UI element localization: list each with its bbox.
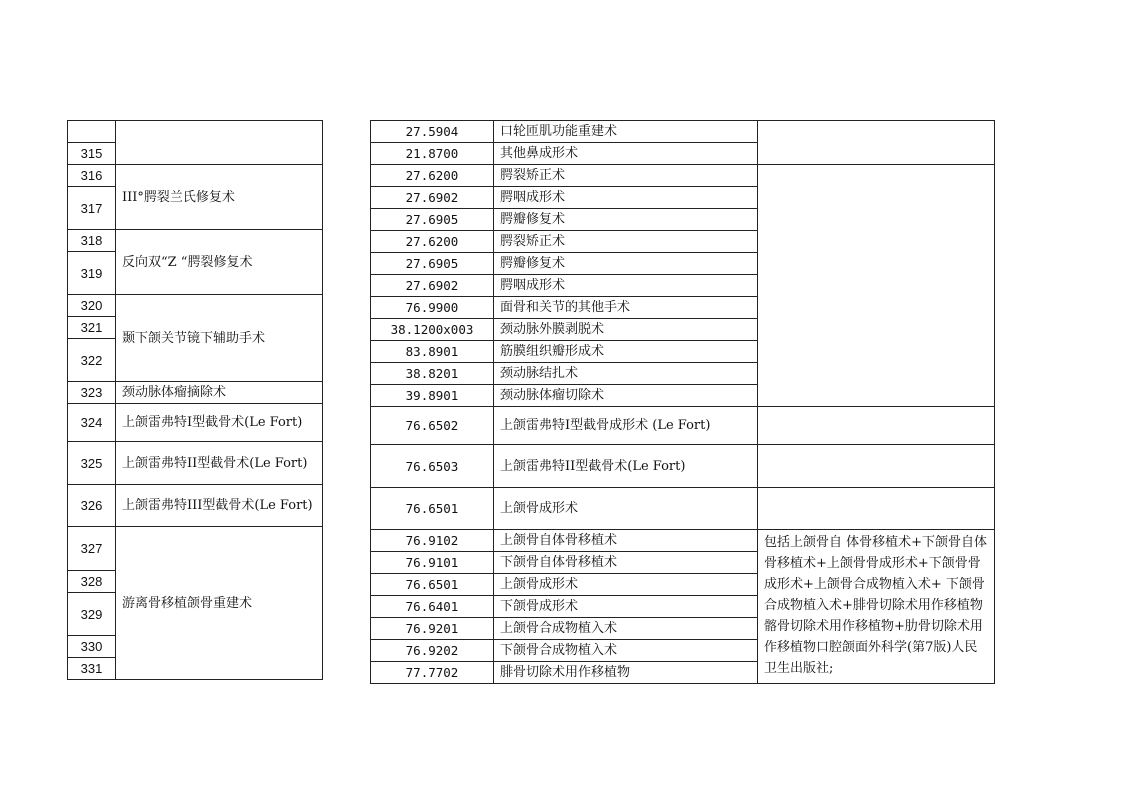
procedure-name: [116, 121, 323, 165]
procedure-code: 27.6905: [371, 209, 494, 231]
left-procedure-table: [67, 120, 323, 680]
table-row: [68, 382, 323, 404]
code-procedure-name: 腭裂矫正术: [494, 231, 758, 253]
code-procedure-name: 颈动脉结扎术: [494, 363, 758, 385]
row-number: 331: [68, 658, 116, 680]
row-number: 318: [68, 230, 116, 252]
table-row: [68, 165, 323, 187]
procedure-name: 颈动脉体瘤摘除术: [116, 382, 323, 404]
procedure-code: 38.8201: [371, 363, 494, 385]
code-procedure-name: 腭咽成形术: [494, 187, 758, 209]
row-number: [68, 121, 116, 143]
code-procedure-name: 筋膜组织瓣形成术: [494, 341, 758, 363]
code-procedure-name: 腭咽成形术: [494, 275, 758, 297]
procedure-name: 颞下颌关节镜下辅助手术: [116, 295, 323, 382]
row-number: 325: [68, 442, 116, 485]
procedure-name: III°腭裂兰氏修复术: [116, 165, 323, 230]
procedure-name: 反向双“Z “腭裂修复术: [116, 230, 323, 295]
procedure-code: 76.6502: [371, 407, 494, 445]
procedure-code: 27.6200: [371, 231, 494, 253]
procedure-name: 游离骨移植颌骨重建术: [116, 527, 323, 680]
procedure-code: 76.6501: [371, 488, 494, 530]
table-row: [68, 121, 323, 143]
procedure-name: 上颌雷弗特III型截骨术(Le Fort): [116, 485, 323, 527]
code-procedure-name: 上颌骨自体骨移植术: [494, 530, 758, 552]
row-number: 328: [68, 571, 116, 593]
procedure-code: 76.6501: [371, 574, 494, 596]
code-procedure-name: 下颌骨合成物植入术: [494, 640, 758, 662]
procedure-code: 77.7702: [371, 662, 494, 684]
remark-cell: [758, 165, 995, 407]
code-procedure-name: 腭瓣修复术: [494, 209, 758, 231]
table-row: [371, 530, 995, 552]
row-number: 319: [68, 252, 116, 295]
row-number: 315: [68, 143, 116, 165]
table-row: [68, 442, 323, 485]
row-number: 324: [68, 404, 116, 442]
procedure-code: 39.8901: [371, 385, 494, 407]
row-number: 326: [68, 485, 116, 527]
procedure-code: 76.9102: [371, 530, 494, 552]
code-procedure-name: 腓骨切除术用作移植物: [494, 662, 758, 684]
row-number: 317: [68, 187, 116, 230]
procedure-code: 27.6905: [371, 253, 494, 275]
table-row: [371, 488, 995, 530]
table-row: [68, 404, 323, 442]
procedure-code: 27.6902: [371, 187, 494, 209]
procedure-code: 76.9201: [371, 618, 494, 640]
table-row: [371, 165, 995, 187]
code-procedure-name: 腭裂矫正术: [494, 165, 758, 187]
table-row: [68, 295, 323, 317]
row-number: 329: [68, 593, 116, 636]
code-procedure-name: 颈动脉外膜剥脱术: [494, 319, 758, 341]
code-procedure-name: 口轮匝肌功能重建术: [494, 121, 758, 143]
code-procedure-name: 下颌骨成形术: [494, 596, 758, 618]
row-number: 322: [68, 339, 116, 382]
procedure-name: 上颌雷弗特I型截骨术(Le Fort): [116, 404, 323, 442]
procedure-code: 76.6503: [371, 445, 494, 488]
procedure-code: 83.8901: [371, 341, 494, 363]
right-code-table: [370, 120, 995, 684]
procedure-code: 27.6902: [371, 275, 494, 297]
code-procedure-name: 腭瓣修复术: [494, 253, 758, 275]
table-row: [68, 527, 323, 571]
procedure-code: 76.9900: [371, 297, 494, 319]
procedure-code: 27.5904: [371, 121, 494, 143]
remark-cell: [758, 121, 995, 165]
procedure-code: 38.1200x003: [371, 319, 494, 341]
remark-cell: [758, 488, 995, 530]
table-row: [68, 485, 323, 527]
code-procedure-name: 下颌骨自体骨移植术: [494, 552, 758, 574]
procedure-code: 76.9101: [371, 552, 494, 574]
code-procedure-name: 颈动脉体瘤切除术: [494, 385, 758, 407]
row-number: 330: [68, 636, 116, 658]
code-procedure-name: 其他鼻成形术: [494, 143, 758, 165]
table-row: [371, 121, 995, 143]
remark-cell: 包括上颌骨自 体骨移植术+下颌骨自体骨移植术+上颌骨骨成形术+下颌骨骨成形术+上颌骨合成物植入术+ 下颌骨合成物植入术+腓骨切除术用作移植物髂骨切除术用作移植物+肋骨切除术用作移植物口腔颌面外科学(第7版)人民卫生出版社;: [758, 530, 995, 684]
row-number: 321: [68, 317, 116, 339]
procedure-code: 21.8700: [371, 143, 494, 165]
remark-cell: [758, 407, 995, 445]
code-procedure-name: 上颌骨合成物植入术: [494, 618, 758, 640]
table-row: [371, 445, 995, 488]
row-number: 320: [68, 295, 116, 317]
code-procedure-name: 上颌雷弗特II型截骨术(Le Fort): [494, 445, 758, 488]
code-procedure-name: 上颌骨成形术: [494, 488, 758, 530]
table-row: [371, 407, 995, 445]
row-number: 323: [68, 382, 116, 404]
row-number: 327: [68, 527, 116, 571]
code-procedure-name: 面骨和关节的其他手术: [494, 297, 758, 319]
code-procedure-name: 上颌雷弗特Ⅰ型截骨成形术 (Le Fort): [494, 407, 758, 445]
code-procedure-name: 上颌骨成形术: [494, 574, 758, 596]
procedure-code: 27.6200: [371, 165, 494, 187]
procedure-code: 76.6401: [371, 596, 494, 618]
table-row: [68, 230, 323, 252]
procedure-name: 上颌雷弗特II型截骨术(Le Fort): [116, 442, 323, 485]
remark-cell: [758, 445, 995, 488]
procedure-code: 76.9202: [371, 640, 494, 662]
row-number: 316: [68, 165, 116, 187]
